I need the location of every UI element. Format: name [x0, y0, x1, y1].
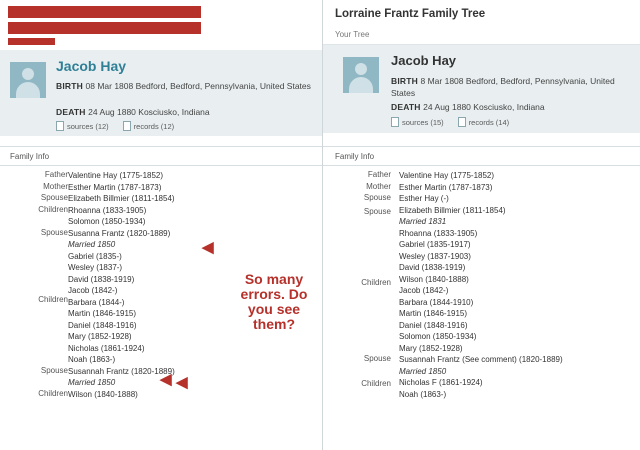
right-sources-label: sources (15) — [402, 117, 444, 127]
row-value — [68, 389, 310, 401]
pointer-arrow-icon: ◀ — [176, 374, 188, 391]
annotation-text: So many errors. Do you see them? — [240, 271, 308, 332]
person-link[interactable]: Esther Martin (1787-1873) — [68, 182, 162, 192]
row-value — [68, 182, 310, 194]
avatar-head — [22, 68, 34, 80]
row-relation: Spouse — [40, 193, 68, 202]
marriage-note: Married 1850 — [68, 378, 116, 387]
person-link[interactable]: Jacob (1842-) — [399, 286, 449, 295]
row-relation: Spouse — [363, 206, 391, 216]
avatar-body — [16, 82, 40, 98]
right-tree-panel — [323, 0, 640, 450]
person-link[interactable]: Valentine Hay (1775-1852) — [399, 171, 495, 180]
redaction-bar-1 — [8, 6, 201, 18]
person-link[interactable]: Elizabeth Billmier (1811-1854) — [68, 194, 175, 203]
row-value — [68, 193, 310, 205]
person-link[interactable]: Daniel (1848-1916) — [68, 320, 137, 330]
person-link[interactable]: Susannah Frantz (See comment) (1820-1889) — [399, 355, 563, 364]
person-link[interactable]: David (1838-1919) — [68, 274, 135, 284]
row-value — [399, 228, 627, 355]
right-death-label: DEATH — [391, 102, 421, 112]
person-link[interactable]: Elizabeth Billmier (1811-1854) — [399, 205, 506, 215]
person-link[interactable]: Noah (1863-) — [399, 389, 447, 399]
marriage-note: Married 1831 — [399, 217, 447, 226]
table-row — [335, 205, 627, 228]
person-link[interactable]: Solomon (1850-1934) — [68, 217, 146, 226]
left-records-chip[interactable] — [123, 121, 174, 131]
row-value — [399, 205, 627, 228]
row-value — [399, 193, 627, 205]
tree-subtitle: Your Tree — [335, 30, 370, 39]
document-icon — [458, 117, 466, 127]
row-value — [399, 377, 627, 400]
person-link[interactable]: David (1838-1919) — [399, 263, 466, 272]
row-relation: Children — [361, 379, 391, 388]
person-link[interactable]: Gabriel (1835-1917) — [399, 240, 471, 249]
row-relation: Spouse — [40, 365, 68, 375]
left-death-value: 24 Aug 1880 Kosciusko, Indiana — [88, 107, 210, 117]
person-link[interactable]: Daniel (1848-1916) — [399, 320, 468, 330]
marriage-note: Married 1850 — [399, 366, 447, 376]
person-link[interactable]: Barbara (1844-1910) — [399, 297, 474, 307]
left-person-header — [0, 50, 322, 136]
person-link[interactable]: Nicholas (1861-1924) — [68, 343, 145, 353]
left-family-info-bar — [0, 146, 322, 166]
row-relation: Children — [38, 204, 68, 214]
left-sources-label: sources (12) — [67, 121, 109, 131]
person-link[interactable]: Mary (1852-1928) — [68, 332, 132, 341]
left-chip-row — [56, 121, 174, 131]
row-value — [68, 205, 310, 228]
table-row — [10, 205, 310, 228]
document-icon — [56, 121, 64, 131]
right-death-row — [391, 101, 635, 113]
person-link[interactable]: Wilson (1840-1888) — [68, 389, 138, 399]
right-birth-row — [391, 75, 635, 99]
redaction-bar-2 — [8, 22, 201, 34]
row-value — [68, 228, 310, 251]
pointer-arrow-icon: ◀ — [160, 371, 172, 388]
left-birth-value: 08 Mar 1808 Bedford, Bedford, Pennsylvania, United States — [85, 81, 311, 91]
avatar — [10, 62, 46, 98]
right-birth-value: 8 Mar 1808 Bedford, Bedford, Pennsylvania, United States — [391, 76, 615, 98]
row-relation: Mother — [43, 181, 68, 191]
row-value — [399, 182, 627, 194]
table-row — [10, 170, 310, 182]
person-link[interactable]: Mary (1852-1928) — [399, 343, 463, 353]
person-link[interactable]: Barbara (1844-) — [68, 297, 125, 307]
table-row — [335, 228, 627, 355]
left-family-info-label: Family Info — [10, 152, 50, 161]
document-icon — [391, 117, 399, 127]
person-link[interactable]: Martin (1846-1915) — [399, 309, 468, 318]
table-row — [10, 389, 310, 401]
row-relation: Spouse — [40, 227, 68, 237]
row-value — [68, 170, 310, 182]
left-birth-label: BIRTH — [56, 81, 83, 91]
row-relation: Children — [38, 388, 68, 398]
person-link[interactable]: Solomon (1850-1934) — [399, 332, 477, 341]
person-link[interactable]: Nicholas F (1861-1924) — [399, 378, 483, 387]
person-link[interactable]: Wilson (1840-1888) — [399, 274, 469, 284]
table-row — [335, 354, 627, 377]
table-row — [335, 170, 627, 182]
redaction-bar-3 — [8, 38, 55, 45]
person-link[interactable]: Esther Hay (-) — [399, 194, 449, 203]
person-link[interactable]: Rhoanna (1833-1905) — [399, 228, 478, 238]
right-person-name[interactable]: Jacob Hay — [391, 53, 457, 68]
person-link[interactable]: Martin (1846-1915) — [68, 309, 137, 318]
row-relation: Children — [361, 277, 391, 287]
person-link[interactable]: Rhoanna (1833-1905) — [68, 205, 147, 215]
right-death-value: 24 Aug 1880 Kosciusko, Indiana — [423, 102, 545, 112]
table-row — [10, 193, 310, 205]
avatar — [343, 57, 379, 93]
person-link[interactable]: Susanna Frantz (1820-1889) — [68, 228, 171, 238]
left-birth-row — [56, 80, 312, 92]
person-link[interactable]: Valentine Hay (1775-1852) — [68, 171, 164, 180]
row-value — [68, 366, 310, 389]
table-row — [10, 182, 310, 194]
avatar-head — [355, 63, 367, 75]
pointer-arrow-icon: ◀ — [202, 239, 214, 256]
table-row — [10, 228, 310, 251]
row-relation: Children — [38, 294, 68, 304]
right-family-info-bar — [323, 146, 640, 166]
avatar-body — [349, 77, 373, 93]
right-family-table — [335, 170, 627, 400]
person-link[interactable]: Noah (1863-) — [68, 355, 116, 364]
left-person-name[interactable]: Jacob Hay — [56, 58, 127, 74]
person-link[interactable]: Jacob (1842-) — [68, 286, 118, 295]
table-row — [335, 182, 627, 194]
left-sources-chip[interactable] — [56, 121, 109, 131]
left-death-row — [56, 106, 312, 118]
right-person-header — [323, 45, 640, 133]
left-death-label: DEATH — [56, 107, 86, 117]
table-row — [335, 193, 627, 205]
person-link[interactable]: Wesley (1837-1903) — [399, 251, 471, 261]
right-chip-row — [391, 117, 509, 127]
person-link[interactable]: Gabriel (1835-) — [68, 251, 122, 261]
row-relation: Mother — [366, 181, 391, 191]
row-relation: Father — [367, 170, 391, 179]
right-records-label: records (14) — [468, 117, 510, 127]
row-relation: Spouse — [363, 354, 391, 363]
table-row — [335, 377, 627, 400]
left-records-label: records (12) — [133, 121, 175, 131]
right-family-info-label: Family Info — [335, 152, 375, 161]
person-link[interactable]: Esther Martin (1787-1873) — [399, 182, 493, 192]
document-icon — [123, 121, 131, 131]
page-title: Lorraine Frantz Family Tree — [335, 8, 486, 20]
person-link[interactable]: Susannah Frantz (1820-1889) — [68, 366, 175, 376]
marriage-note: Married 1850 — [68, 240, 116, 249]
row-relation: Father — [44, 170, 68, 179]
person-link[interactable]: Wesley (1837-) — [68, 263, 123, 272]
right-records-chip[interactable] — [458, 117, 509, 127]
row-value — [399, 354, 627, 377]
right-sources-chip[interactable] — [391, 117, 444, 127]
row-relation: Spouse — [363, 193, 391, 202]
row-value — [399, 170, 627, 182]
right-birth-label: BIRTH — [391, 76, 418, 86]
